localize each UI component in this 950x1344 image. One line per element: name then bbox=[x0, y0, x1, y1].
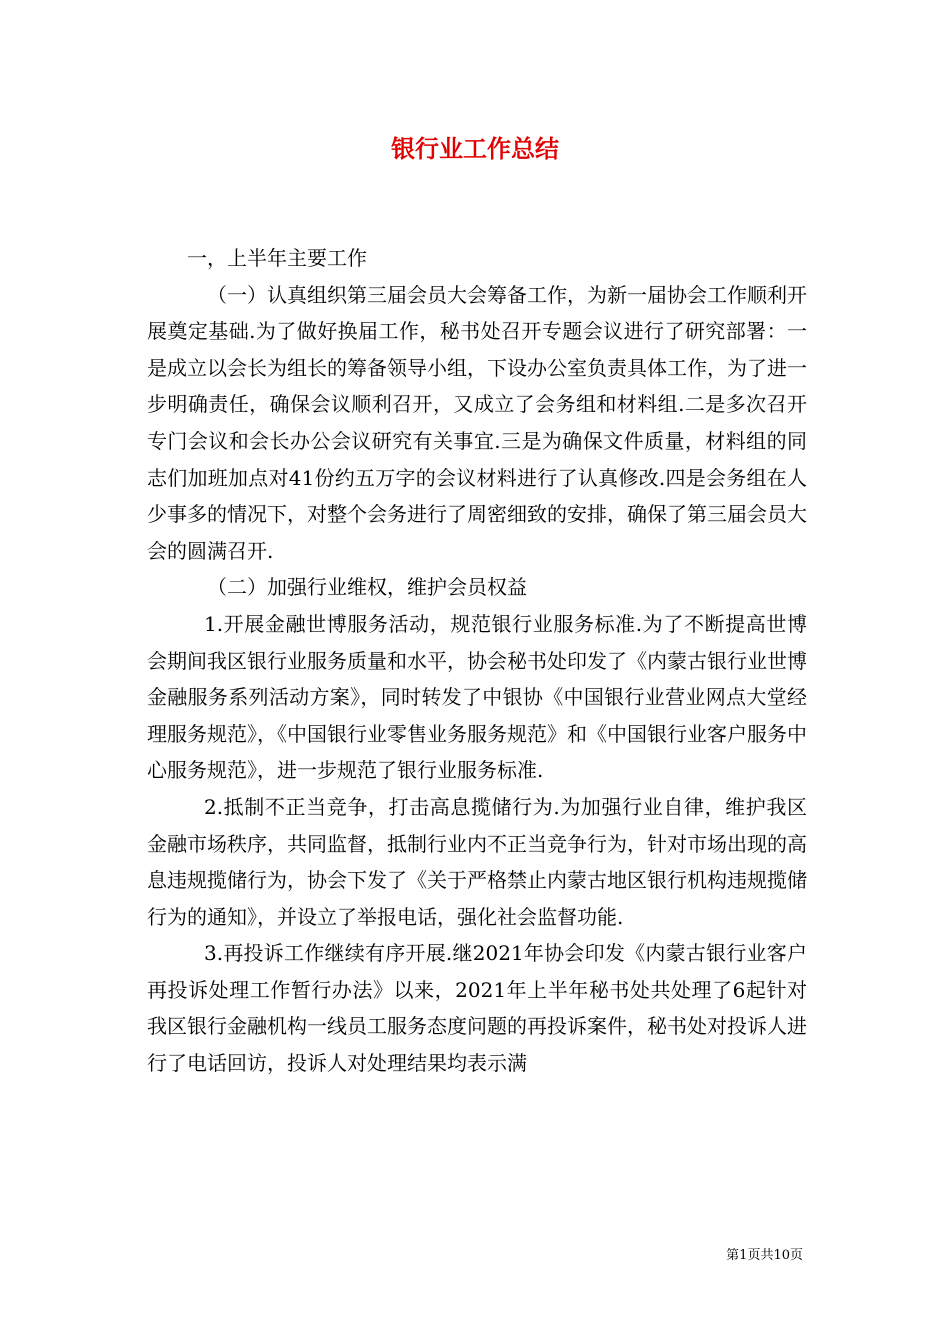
numbered-paragraph-2: 2.抵制不正当竞争，打击高息揽储行为.为加强行业自律，维护我区金融市场秩序，共同监督，抵制行业内不正当竞争行为，针对市场出现的高息违规揽储行为，协会下发了《关于严格禁止内蒙古地区银行机构违规揽储行为的通知》，并设立了举报电话，强化社会监督功能. bbox=[147, 794, 807, 929]
numbered-paragraph-3: 3.再投诉工作继续有序开展.继2021年协会印发《内蒙古银行业客户再投诉处理工作暂行办法》以来，2021年上半年秘书处共处理了6起针对我区银行金融机构一线员工服务态度问题的再投诉案件，秘书处对投诉人进行了电话回访，投诉人对处理结果均表示满 bbox=[147, 941, 807, 1076]
page-number-footer: 第1页共10页 bbox=[726, 1248, 803, 1263]
document-body bbox=[147, 240, 807, 1082]
subsection-heading-2: （二）加强行业维权，维护会员权益 bbox=[207, 575, 527, 600]
subsection-paragraph-1: （一）认真组织第三届会员大会筹备工作，为新一届协会工作顺利开展奠定基础.为了做好换届工作，秘书处召开专题会议进行了研究部署：一是成立以会长为组长的筹备领导小组，下设办公室负责具体工作，为了进一步明确责任，确保会议顺利召开，又成立了会务组和材料组.二是多次召开专门会议和会长办公会议研究有关事宜.三是为确保文件质量，材料组的同志们加班加点对41份约五万字的会议材料进行了认真修改.四是会务组在人少事多的情况下，对整个会务进行了周密细致的安排，确保了第三届会员大会的圆满召开. bbox=[147, 282, 807, 563]
numbered-paragraph-1: 1.开展金融世博服务活动，规范银行业服务标准.为了不断提高世博会期间我区银行业服务质量和水平，协会秘书处印发了《内蒙古银行业世博金融服务系列活动方案》，同时转发了中银协《中国银行业营业网点大堂经理服务规范》，《中国银行业零售业务服务规范》和《中国银行业客户服务中心服务规范》，进一步规范了银行业服务标准. bbox=[147, 611, 807, 783]
document-title: 银行业工作总结 bbox=[391, 135, 559, 163]
section-heading-1: 一，上半年主要工作 bbox=[187, 246, 367, 270]
